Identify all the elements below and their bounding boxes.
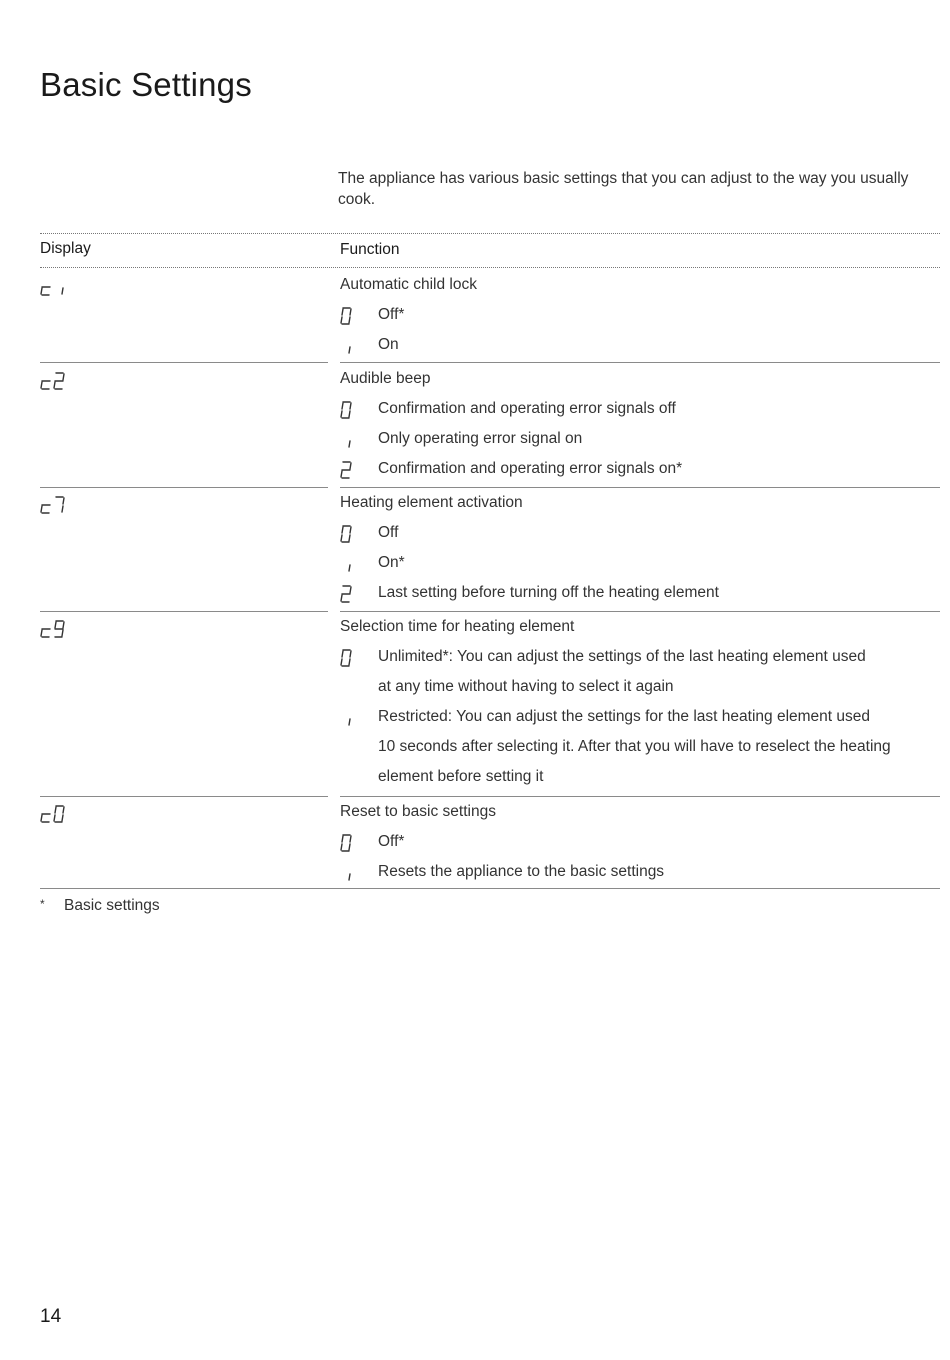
table-bottom-rule [40, 888, 940, 889]
function-title: Automatic child lock [340, 276, 477, 293]
row-separator-function [340, 362, 940, 363]
display-glyph-7 [53, 496, 65, 515]
option-description: 10 seconds after selecting it. After that you will have to reselect the heating [378, 738, 891, 755]
column-header-display: Display [40, 240, 91, 257]
display-glyph-c [40, 805, 52, 824]
function-title: Heating element activation [340, 494, 523, 511]
display-glyph-c [40, 278, 52, 297]
display-glyph-0 [53, 805, 65, 824]
footnote [40, 897, 160, 915]
option-value-glyph [340, 709, 354, 727]
option-description: Last setting before turning off the heating element [378, 584, 719, 601]
row-separator-function [340, 611, 940, 612]
display-code [40, 805, 120, 827]
column-header-function: Function [340, 241, 400, 258]
display-code [40, 278, 120, 300]
table-top-rule [40, 233, 940, 234]
option-value-glyph [340, 834, 354, 852]
row-separator-function [340, 487, 940, 488]
option-value-glyph [340, 649, 354, 667]
option-description: Confirmation and operating error signals on* [378, 460, 683, 477]
option-description: Only operating error signal on [378, 430, 583, 447]
display-code [40, 496, 120, 518]
option-description: Resets the appliance to the basic settings [378, 863, 665, 880]
option-description: On [378, 336, 399, 353]
page-title: Basic Settings [40, 66, 252, 103]
row-separator-display [40, 611, 328, 612]
intro-paragraph: The appliance has various basic settings that you can adjust to the way you usually cook. [338, 170, 909, 208]
display-code [40, 620, 120, 642]
option-description: Confirmation and operating error signals off [378, 400, 676, 417]
option-value-glyph [340, 307, 354, 325]
option-description: element before setting it [378, 768, 544, 785]
option-description: Off* [378, 306, 405, 323]
option-description: Restricted: You can adjust the settings for the last heating element used [378, 708, 871, 725]
display-glyph-1 [53, 278, 65, 297]
option-description: Off [378, 524, 399, 541]
option-value-glyph [340, 461, 354, 479]
display-glyph-c [40, 496, 52, 515]
option-description: at any time without having to select it again [378, 678, 674, 695]
option-value-glyph [340, 585, 354, 603]
option-value-glyph [340, 401, 354, 419]
function-title: Selection time for heating element [340, 618, 575, 635]
page-number: 14 [40, 1306, 62, 1327]
function-title: Reset to basic settings [340, 803, 496, 820]
header-bottom-rule [40, 267, 940, 268]
display-glyph-c [40, 372, 52, 391]
display-glyph-c [40, 620, 52, 639]
option-description: Off* [378, 833, 405, 850]
row-separator-display [40, 362, 328, 363]
display-glyph-9 [53, 620, 65, 639]
row-separator-display [40, 796, 328, 797]
function-title: Audible beep [340, 370, 431, 387]
display-glyph-2 [53, 372, 65, 391]
option-value-glyph [340, 525, 354, 543]
row-separator-display [40, 487, 328, 488]
option-description: On* [378, 554, 405, 571]
row-separator-function [340, 796, 940, 797]
display-code [40, 372, 120, 394]
option-value-glyph [340, 431, 354, 449]
option-value-glyph [340, 337, 354, 355]
footnote-marker: * [40, 897, 45, 911]
option-value-glyph [340, 555, 354, 573]
option-value-glyph [340, 864, 354, 882]
footnote-text: Basic settings [64, 897, 160, 914]
option-description: Unlimited*: You can adjust the settings of the last heating element used [378, 648, 866, 665]
